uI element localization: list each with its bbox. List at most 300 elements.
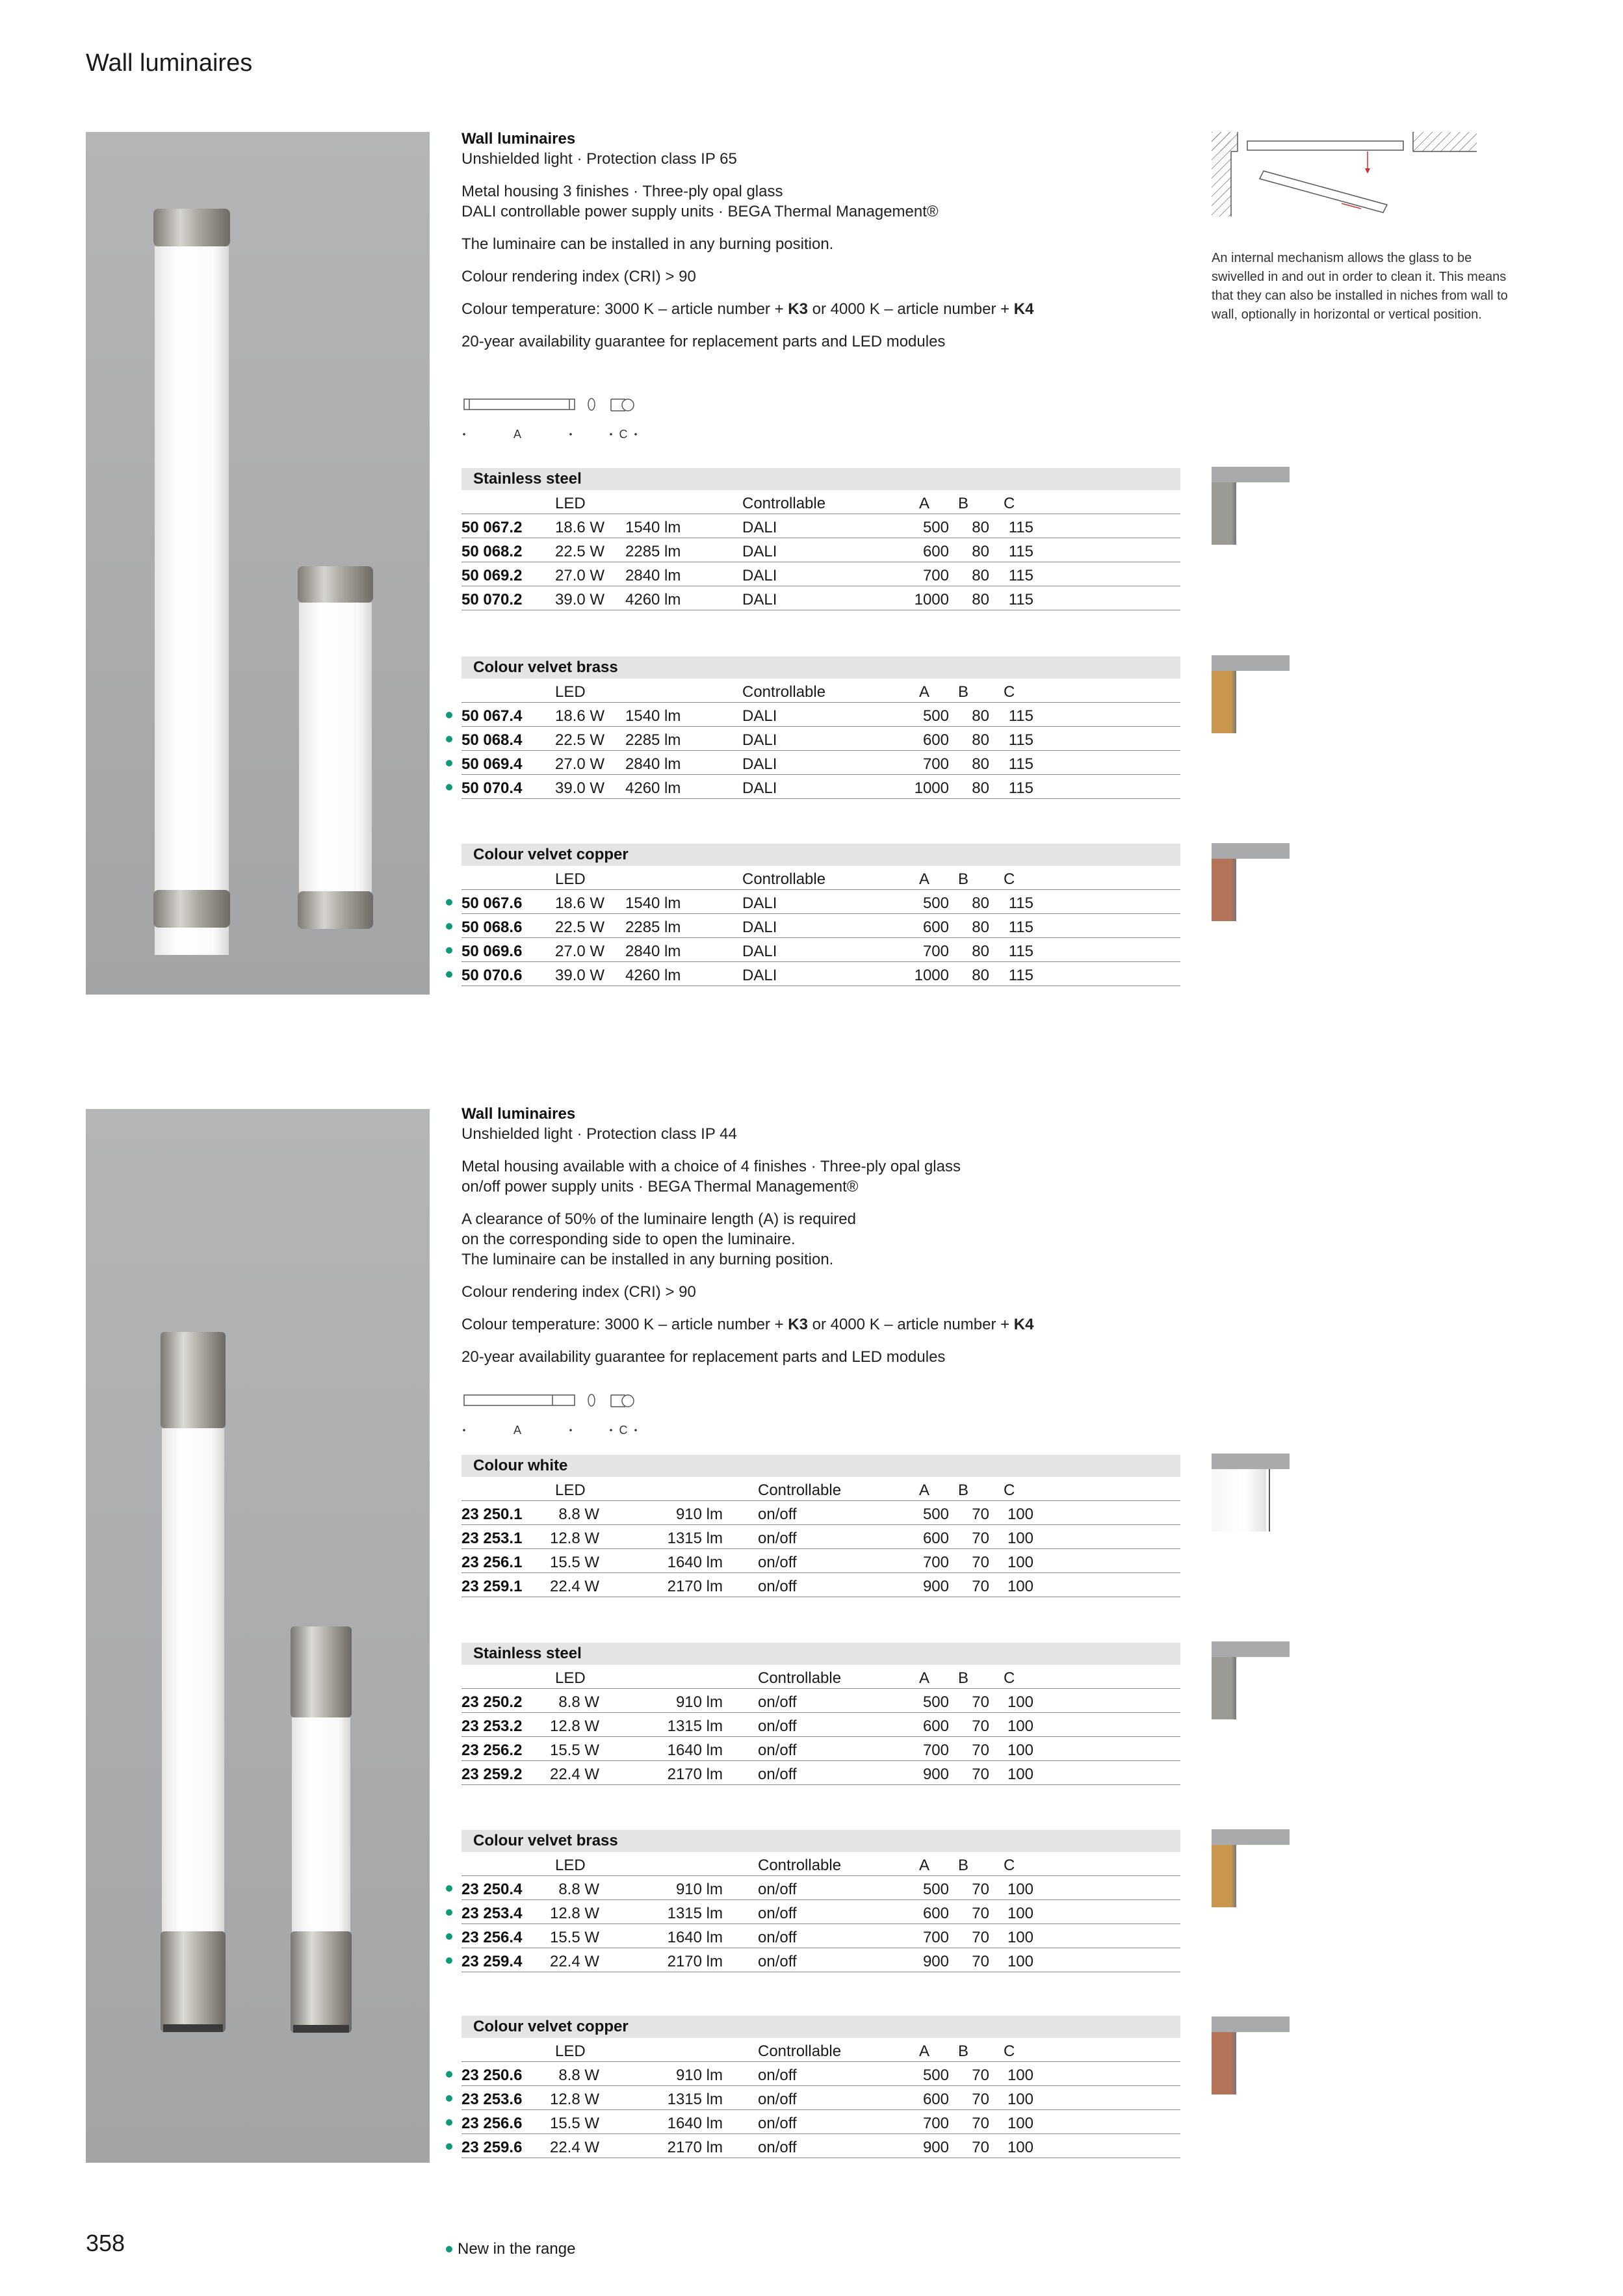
article-number: 50 069.2 [461,567,523,584]
table-row [461,1876,1180,1900]
new-in-range-bullet-icon [446,2143,452,2150]
lumen: 1540 lm [625,519,681,536]
table-header: LED Controllable A B C [461,2038,1180,2062]
article-number: 23 253.1 [461,1530,523,1547]
dimension-a: 700 [922,943,949,960]
dimension-c: 100 [1007,1717,1033,1735]
wattage: 8.8 W [558,2067,599,2084]
dimension-a: 600 [922,1905,949,1922]
dimension-c: 115 [1008,943,1033,960]
new-in-range-bullet-icon [446,2095,452,2102]
spec-line: 20-year availability guarantee for replacement parts and LED modules [461,333,946,350]
finish-title: Colour velvet copper [461,844,1180,866]
dimension-a: 1000 [914,967,949,984]
dimension-a: 600 [922,2091,949,2108]
dimension-c: 115 [1008,543,1033,560]
dimension-c: 100 [1007,1554,1033,1571]
lumen: 1540 lm [625,894,681,912]
dimension-c: 100 [1007,1766,1033,1783]
footnote [446,2240,575,2258]
section-heading: Wall luminaires [461,1105,576,1123]
dimension-a: 600 [922,543,949,560]
spec-line: Colour rendering index (CRI) > 90 [461,268,696,285]
dimension-a: 1000 [914,779,949,797]
wattage: 22.4 W [549,1578,599,1595]
controllable: on/off [758,1881,797,1898]
table-velvet-copper-50 [446,844,1180,986]
dimension-a: 700 [922,2115,949,2132]
dimension-c: 100 [1007,1881,1033,1898]
new-in-range-bullet-icon [446,947,452,954]
dim-label-a: A [513,428,522,441]
finish-swatch-copper [1212,2016,1290,2094]
dimension-b: 70 [972,1506,989,1523]
article-number: 23 250.6 [461,2067,523,2084]
table-white-23 [446,1455,1180,1597]
controllable: DALI [742,779,777,797]
dimension-a: 900 [922,1766,949,1783]
article-number: 50 067.6 [461,894,523,912]
lumen: 910 lm [675,2067,723,2084]
dimension-a: 500 [922,519,949,536]
lumen: 2170 lm [667,1953,723,1970]
lumen: 2840 lm [625,567,681,584]
wattage: 8.8 W [558,1693,599,1711]
article-number: 23 253.4 [461,1905,523,1922]
controllable: DALI [742,943,777,960]
table-row [461,1948,1180,1972]
luminaire-illustration [86,1109,430,2163]
product-photo-ip44 [86,1109,430,2163]
spec-line: 20-year availability guarantee for replacement parts and LED modules [461,1348,946,1366]
colour-temperature: Colour temperature: 3000 K – article number + K3 or 4000 K – article number + K4 [461,1316,1034,1333]
dimension-b: 70 [972,1881,989,1898]
table-header: LED Controllable A B C [461,490,1180,514]
dimension-c: 115 [1008,591,1033,608]
dimension-b: 70 [972,2115,989,2132]
controllable: on/off [758,2091,797,2108]
table-stainless-steel-23 [446,1643,1180,1785]
wattage: 27.0 W [555,943,605,960]
dimension-a: 1000 [914,591,949,608]
dimension-a: 700 [922,1929,949,1946]
dimension-b: 80 [972,707,989,725]
section-2-description [461,1104,1163,1379]
table-row [461,1501,1180,1525]
dimension-c: 115 [1008,519,1033,536]
controllable: on/off [758,1766,797,1783]
dimension-a: 500 [922,1693,949,1711]
dimension-a: 600 [922,1717,949,1735]
lumen: 2170 lm [667,1766,723,1783]
table-row [461,1900,1180,1924]
installation-sketch [1212,132,1477,216]
product-photo-ip65 [86,132,430,995]
dimension-a: 600 [922,731,949,749]
controllable: DALI [742,755,777,773]
spec-line: on/off power supply units · BEGA Thermal Management® [461,1178,859,1195]
dimension-b: 80 [972,919,989,936]
controllable: on/off [758,1530,797,1547]
dimension-b: 80 [972,731,989,749]
dimension-c: 115 [1008,967,1033,984]
lumen: 1540 lm [625,707,681,725]
lumen: 1640 lm [667,1929,723,1946]
dimension-b: 70 [972,1554,989,1571]
table-stainless-steel-50 [446,468,1180,610]
new-in-range-bullet-icon [446,1957,452,1964]
new-in-range-bullet-icon [446,971,452,978]
table-header: LED Controllable A B C [461,1477,1180,1501]
wattage: 22.5 W [555,543,605,560]
dimension-a: 500 [922,2067,949,2084]
wattage: 12.8 W [549,2091,599,2108]
dimension-c: 115 [1008,919,1033,936]
wattage: 22.5 W [555,919,605,936]
article-number: 23 259.4 [461,1953,523,1970]
table-velvet-brass-23 [446,1830,1180,1972]
page-title: Wall luminaires [86,49,253,77]
table-row [461,1549,1180,1573]
controllable: on/off [758,1929,797,1946]
new-in-range-bullet-icon [446,2119,452,2126]
article-number: 23 256.1 [461,1554,523,1571]
page-number: 358 [86,2230,125,2256]
finish-swatch-stainless [1212,1641,1290,1719]
dimension-a: 500 [922,1506,949,1523]
table-row [461,2086,1180,2110]
table-row [461,538,1180,562]
controllable: DALI [742,731,777,749]
article-number: 50 070.4 [461,779,523,797]
dimension-a: 900 [922,1953,949,1970]
dimension-c: 115 [1008,779,1033,797]
new-in-range-bullet-icon [446,1885,452,1892]
spec-line: Metal housing 3 finishes · Three-ply opal glass [461,183,783,200]
dimension-a: 700 [922,1554,949,1571]
lumen: 2840 lm [625,755,681,773]
wattage: 12.8 W [549,1905,599,1922]
dimension-b: 70 [972,1578,989,1595]
wattage: 39.0 W [555,967,605,984]
lumen: 4260 lm [625,967,681,984]
wattage: 15.5 W [549,1742,599,1759]
spec-line: DALI controllable power supply units · BEGA Thermal Management® [461,203,939,220]
lumen: 4260 lm [625,591,681,608]
dimension-b: 70 [972,1742,989,1759]
table-row [461,1525,1180,1549]
dimension-b: 70 [972,2139,989,2156]
article-number: 50 070.2 [461,591,523,608]
finish-swatch-copper [1212,843,1290,921]
lumen: 2285 lm [625,543,681,560]
controllable: DALI [742,894,777,912]
article-number: 50 067.4 [461,707,523,725]
wattage: 39.0 W [555,591,605,608]
table-row [461,2134,1180,2158]
table-row [461,703,1180,727]
spec-line: The luminaire can be installed in any burning position. [461,1251,834,1268]
spec-line: Colour rendering index (CRI) > 90 [461,1283,696,1301]
finish-swatch-brass [1212,1829,1290,1907]
controllable: on/off [758,1905,797,1922]
table-row [461,1689,1180,1713]
table-row [461,586,1180,610]
controllable: on/off [758,1953,797,1970]
table-header: LED Controllable A B C [461,866,1180,890]
finish-title: Stainless steel [461,468,1180,490]
dimension-a: 500 [922,707,949,725]
dimension-b: 70 [972,1766,989,1783]
wattage: 15.5 W [549,1554,599,1571]
controllable: on/off [758,1506,797,1523]
dimension-c: 115 [1008,707,1033,725]
controllable: on/off [758,1554,797,1571]
article-number: 50 068.4 [461,731,523,749]
controllable: on/off [758,1742,797,1759]
article-number: 23 250.2 [461,1693,523,1711]
controllable: DALI [742,919,777,936]
new-in-range-bullet-icon [446,899,452,906]
spec-line: Metal housing available with a choice of 4 finishes · Three-ply opal glass [461,1158,961,1175]
finish-title: Colour velvet brass [461,1830,1180,1852]
table-header: LED Controllable A B C [461,679,1180,703]
dimension-b: 80 [972,779,989,797]
controllable: on/off [758,2139,797,2156]
dimension-b: 80 [972,894,989,912]
table-row [461,1713,1180,1737]
lumen: 1315 lm [667,1905,723,1922]
table-row [461,775,1180,799]
article-number: 50 070.6 [461,967,523,984]
dimension-c: 100 [1007,2115,1033,2132]
dimension-c: 100 [1007,1953,1033,1970]
dimension-c: 100 [1007,1905,1033,1922]
controllable: on/off [758,1693,797,1711]
table-header: LED Controllable A B C [461,1852,1180,1876]
finish-title: Stainless steel [461,1643,1180,1665]
new-in-range-bullet-icon [446,1933,452,1940]
table-row [461,562,1180,586]
wattage: 8.8 W [558,1881,599,1898]
lumen: 1640 lm [667,1742,723,1759]
dimension-b: 80 [972,967,989,984]
table-row [461,890,1180,914]
article-number: 23 256.6 [461,2115,523,2132]
wattage: 22.5 W [555,731,605,749]
article-number: 50 067.2 [461,519,523,536]
dimension-b: 80 [972,943,989,960]
lumen: 1640 lm [667,2115,723,2132]
section-1-description [461,129,1163,364]
finish-swatch-white [1212,1454,1290,1532]
new-in-range-bullet-icon [446,736,452,742]
article-number: 50 069.6 [461,943,523,960]
dimension-c: 100 [1007,1506,1033,1523]
controllable: on/off [758,1717,797,1735]
lumen: 2285 lm [625,731,681,749]
wattage: 12.8 W [549,1530,599,1547]
controllable: DALI [742,591,777,608]
wattage: 22.4 W [549,2139,599,2156]
new-in-range-bullet-icon [446,712,452,718]
dimension-a: 700 [922,567,949,584]
dimension-b: 70 [972,1693,989,1711]
table-row [461,751,1180,775]
wattage: 15.5 W [549,2115,599,2132]
lumen: 4260 lm [625,779,681,797]
dimension-a: 900 [922,2139,949,2156]
wattage: 27.0 W [555,567,605,584]
finish-title: Colour white [461,1455,1180,1477]
dimension-diagram [461,1390,656,1442]
dimension-diagram [461,394,656,446]
lumen: 910 lm [675,1693,723,1711]
dim-label-c: C [619,1424,628,1437]
wattage: 15.5 W [549,1929,599,1946]
lumen: 2170 lm [667,2139,723,2156]
article-number: 50 069.4 [461,755,523,773]
dimension-c: 100 [1007,2139,1033,2156]
spec-line: The luminaire can be installed in any burning position. [461,235,834,253]
lumen: 1315 lm [667,2091,723,2108]
table-row [461,962,1180,986]
dimension-b: 80 [972,543,989,560]
table-velvet-copper-23 [446,2016,1180,2158]
dimension-c: 115 [1008,567,1033,584]
dimension-c: 115 [1008,894,1033,912]
table-row [461,1573,1180,1597]
table-row [461,514,1180,538]
article-number: 23 250.4 [461,1881,523,1898]
dimension-c: 100 [1007,1929,1033,1946]
lumen: 910 lm [675,1881,723,1898]
article-number: 23 259.6 [461,2139,523,2156]
table-row [461,1924,1180,1948]
finish-title: Colour velvet brass [461,657,1180,679]
table-row [461,2110,1180,2134]
section-subheading: Unshielded light · Protection class IP 65 [461,150,737,168]
article-number: 23 253.2 [461,1717,523,1735]
table-row [461,1737,1180,1761]
dimension-c: 100 [1007,1742,1033,1759]
dimension-a: 600 [922,1530,949,1547]
lumen: 1315 lm [667,1530,723,1547]
dimension-b: 70 [972,1530,989,1547]
dimension-a: 900 [922,1578,949,1595]
dimension-c: 100 [1007,1578,1033,1595]
lumen: 910 lm [675,1506,723,1523]
dimension-b: 80 [972,567,989,584]
lumen: 1315 lm [667,1717,723,1735]
new-in-range-bullet-icon [446,784,452,790]
table-row [461,2062,1180,2086]
section-subheading: Unshielded light · Protection class IP 44 [461,1125,737,1143]
controllable: on/off [758,2115,797,2132]
wattage: 18.6 W [555,707,605,725]
new-in-range-bullet-icon [446,923,452,930]
controllable: DALI [742,707,777,725]
dimension-b: 70 [972,2067,989,2084]
controllable: DALI [742,967,777,984]
article-number: 23 256.4 [461,1929,523,1946]
luminaire-illustration [86,132,430,995]
finish-swatch-stainless [1212,467,1290,545]
dimension-b: 70 [972,1929,989,1946]
footnote-text: New in the range [458,2240,576,2258]
controllable: on/off [758,2067,797,2084]
dimension-a: 600 [922,919,949,936]
wattage: 27.0 W [555,755,605,773]
table-header: LED Controllable A B C [461,1665,1180,1689]
wattage: 22.4 W [549,1953,599,1970]
lumen: 2170 lm [667,1578,723,1595]
wattage: 39.0 W [555,779,605,797]
finish-title: Colour velvet copper [461,2016,1180,2038]
lumen: 2840 lm [625,943,681,960]
table-row [461,727,1180,751]
table-velvet-brass-50 [446,657,1180,799]
lumen: 1640 lm [667,1554,723,1571]
dimension-b: 70 [972,2091,989,2108]
dimension-b: 70 [972,1905,989,1922]
table-row [461,1761,1180,1785]
table-row [461,914,1180,938]
dimension-c: 115 [1008,731,1033,749]
new-in-range-bullet-icon [446,2246,452,2252]
section-heading: Wall luminaires [461,130,576,148]
controllable: DALI [742,567,777,584]
new-in-range-bullet-icon [446,760,452,766]
article-number: 23 253.6 [461,2091,523,2108]
side-note: An internal mechanism allows the glass to be swivelled in and out in order to clean it. This means that they can also be installed in niches from wall to wall, optionally in horizontal or vertical position. [1212,251,1508,322]
article-number: 23 256.2 [461,1742,523,1759]
dimension-a: 500 [922,894,949,912]
article-number: 50 068.6 [461,919,523,936]
article-number: 50 068.2 [461,543,523,560]
article-number: 23 250.1 [461,1506,523,1523]
colour-temperature: Colour temperature: 3000 K – article number + K3 or 4000 K – article number + K4 [461,300,1034,318]
new-in-range-bullet-icon [446,2071,452,2078]
dimension-c: 100 [1007,2067,1033,2084]
wattage: 8.8 W [558,1506,599,1523]
spec-line: A clearance of 50% of the luminaire length (A) is required [461,1210,856,1228]
dimension-c: 115 [1008,755,1033,773]
controllable: DALI [742,543,777,560]
controllable: on/off [758,1578,797,1595]
dimension-c: 100 [1007,1530,1033,1547]
dimension-b: 70 [972,1953,989,1970]
new-in-range-bullet-icon [446,1909,452,1916]
dimension-c: 100 [1007,2091,1033,2108]
finish-swatch-brass [1212,655,1290,733]
wattage: 12.8 W [549,1717,599,1735]
dimension-a: 700 [922,755,949,773]
dim-label-c: C [619,428,628,441]
dimension-a: 500 [922,1881,949,1898]
dimension-b: 80 [972,755,989,773]
lumen: 2285 lm [625,919,681,936]
article-number: 23 259.1 [461,1578,523,1595]
wattage: 18.6 W [555,894,605,912]
article-number: 23 259.2 [461,1766,523,1783]
dimension-b: 70 [972,1717,989,1735]
dimension-c: 100 [1007,1693,1033,1711]
wattage: 18.6 W [555,519,605,536]
dim-label-a: A [513,1424,522,1437]
dimension-a: 700 [922,1742,949,1759]
table-row [461,938,1180,962]
